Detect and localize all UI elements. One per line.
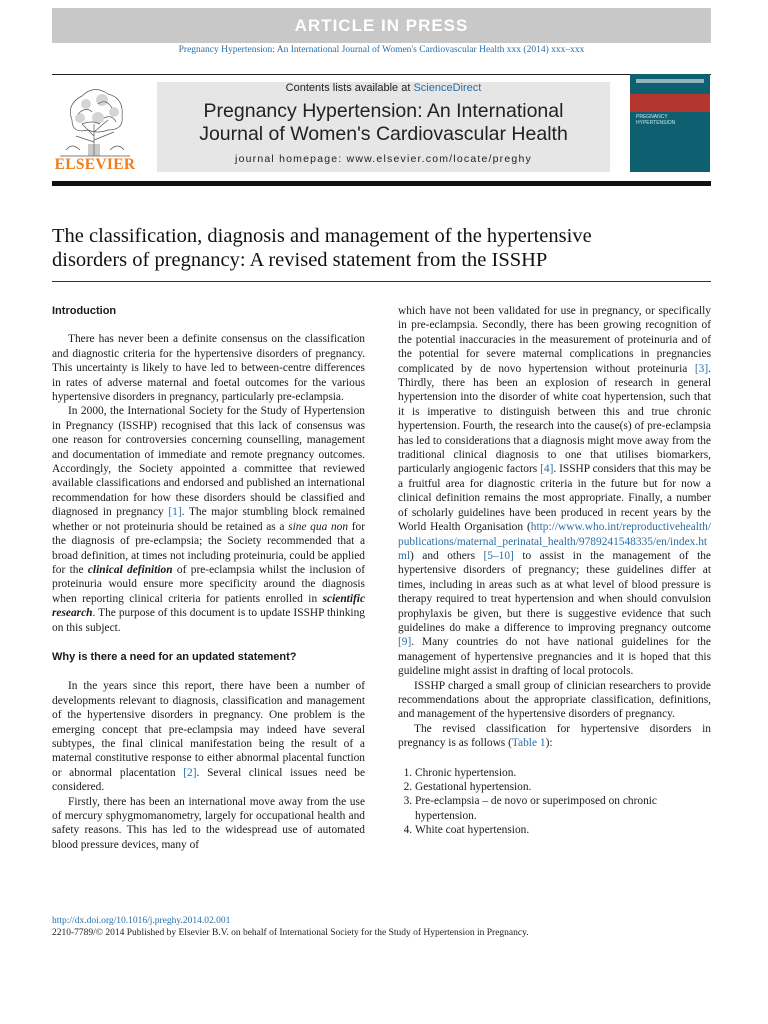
journal-title	[157, 100, 610, 146]
list-item: 1. Chronic hypertension.	[415, 766, 711, 780]
journal-title-line-2: Journal of Women's Cardiovascular Health	[199, 123, 568, 145]
intro-paragraph-1: There has never been a definite consensus on the classification and diagnostic criteria for the hypertensive disorders of pregnancy. This uncertainty is likely to have led to between-centre differences in rates of adverse maternal and foetal outcomes for the various hypertensive disorders in pregnancy, particularly pre-eclampsia.	[52, 333, 365, 404]
list-item: 2. Gestational hypertension.	[415, 780, 711, 794]
who-guidelines-link[interactable]: http://www.who.int/reproductivehealth/publications/maternal_perinatal_health/9789241548335/en/index.html	[398, 521, 711, 562]
cover-red-band	[630, 94, 710, 112]
right-column	[398, 304, 711, 838]
article-in-press-banner: ARTICLE IN PRESS	[52, 8, 711, 43]
elsevier-publisher-name: ELSEVIER	[54, 156, 136, 173]
update-paragraph-1: In the years since this report, there have been a number of developments relevant to diagnosis, classification and management of the hypertensive disorders in pregnancy. One problem is the emerging concept that pre-eclampsia may indeed have several subtypes, the final clinical manifestation being the result of a maternal constitutive response to either abnormal placental function or abnormal placentation [2]. Several clinical issues need be considered.	[52, 680, 365, 794]
doi-link[interactable]: http://dx.doi.org/10.1016/j.preghy.2014.02.001	[52, 916, 231, 926]
classification-list	[398, 766, 711, 838]
article-title-line-1: The classification, diagnosis and management of the hypertensive	[52, 225, 592, 247]
contents-prefix: Contents lists available at	[285, 82, 414, 94]
journal-header-box	[157, 82, 610, 172]
cover-top-band	[636, 79, 704, 83]
header-bottom-rule	[52, 181, 711, 186]
header-top-rule	[52, 74, 711, 75]
classification-paragraph: The revised classification for hypertensive disorders in pregnancy is as follows (Table 1):	[398, 722, 711, 750]
update-paragraph-2: Firstly, there has been an international move away from the use of mercury sphygmomanometry, largely for occupational health and safety reasons. This has led to the widespread use of automated blood pressure devices, many of	[52, 795, 365, 851]
journal-homepage[interactable]: journal homepage: www.elsevier.com/locate/preghy	[235, 153, 532, 165]
left-column	[52, 304, 365, 852]
intro-paragraph-2: In 2000, the International Society for the Study of Hypertension in Pregnancy (ISSHP) recognised that this lack of consensus was one reason for controversies concerning counselling, management and documentation of immediate and remote pregnancy outcomes. Accordingly, the Society appointed a committee that reviewed available classifications and endorsed and published an international recommendation for how these disorders should be classified and diagnosed in pregnancy [1]. The major stumbling block remained whether or not proteinuria should be retained as a sine qua non for the diagnosis of pre-eclampsia; the Society recommended that a broad definition, at times not including proteinuria, could be applied for the clinical definition of pre-eclampsia whilst the inclusion of proteinuria would ensure more specificity around the diagnosis when reporting clinical criteria for patients enrolled in scientific research. The purpose of this document is to update ISSHP thinking on this subject.	[52, 405, 365, 634]
reference-link-5-10[interactable]: [5–10]	[483, 549, 514, 562]
reference-link-9[interactable]: [9]	[398, 636, 412, 649]
journal-cover-image	[630, 74, 710, 172]
cover-title-line-2: HYPERTENSION	[636, 120, 676, 126]
section-heading-introduction: Introduction	[52, 305, 117, 317]
cover-title	[636, 114, 706, 126]
reference-link-3[interactable]: [3]	[694, 362, 709, 375]
isshp-paragraph: ISSHP charged a small group of clinician researchers to provide recommendations about the appropriate classification, definitions, and management of the hypertensive disorders of pregnancy.	[398, 679, 711, 721]
article-title	[52, 224, 692, 272]
reference-link-2[interactable]: [2]	[183, 766, 197, 779]
continued-paragraph: which have not been validated for use in pregnancy, or specifically in pre-eclampsia. Secondly, there has been growing recognition of the potential inaccuracies in the measurement of proteinuria and of the potential for severe maternal complications in pregnancies complicated by de novo hypertension without proteinuria [3]. Thirdly, there has been an explosion of research in general hypertension into the disorder of white coat hypertension, such that it is imperative to distinguish between this and true chronic hypertension. Fourth, the research into the cause(s) of pre-eclampsia has led to considerations that a diagnosis might move away from the traditional clinical diagnosis to one that utilises biomarkers, particularly angiogenic factors [4]. ISSHP considers that this may be a fruitful area for diagnostic criteria in the future but for now a clinical definition remains the most appropriate. Finally, a number of scholarly guidelines have been produced in recent years by the World Health Organisation (http://www.who.int/reproductivehealth/publications/maternal_perinatal_health/9789241548335/en/index.html) and others [5–10] to assist in the management of the hypertensive disorders of pregnancy; these guidelines differ at times, including in areas such as at what level of blood pressure is therapy required to treat hypertension and when should convulsion prophylaxis be given, but there is suggestive evidence that such guidelines do make a difference to improving pregnancy outcome [9]. Many countries do not have national guidelines for the management of hypertensive pregnancies and it is hoped that this guideline might assist in drafting of local protocols.	[398, 305, 711, 678]
list-item: 4. White coat hypertension.	[415, 823, 711, 837]
article-title-line-2: disorders of pregnancy: A revised statement from the ISSHP	[52, 249, 548, 271]
cover-title-line-1: PREGNANCY	[636, 114, 668, 120]
journal-title-line-1: Pregnancy Hypertension: An International	[203, 100, 564, 122]
sciencedirect-link[interactable]: ScienceDirect	[413, 82, 482, 94]
list-item: 3. Pre-eclampsia – de novo or superimposed on chronic hypertension.	[415, 794, 711, 823]
journal-citation-link[interactable]: Pregnancy Hypertension: An International Journal of Women's Cardiovascular Health xxx (2014) xxx–xxx	[178, 45, 585, 55]
table-1-link[interactable]: Table 1	[511, 737, 546, 750]
section-heading-update: Why is there a need for an updated statement?	[52, 650, 297, 663]
reference-link-1[interactable]: [1]	[168, 506, 182, 519]
title-rule	[52, 281, 711, 282]
contents-line	[157, 82, 610, 94]
reference-link-4[interactable]: [4]	[540, 463, 554, 476]
copyright-notice: 2210-7789/© 2014 Published by Elsevier B.V. on behalf of International Society for the Study of Hypertension in Pregnancy.	[52, 928, 529, 938]
